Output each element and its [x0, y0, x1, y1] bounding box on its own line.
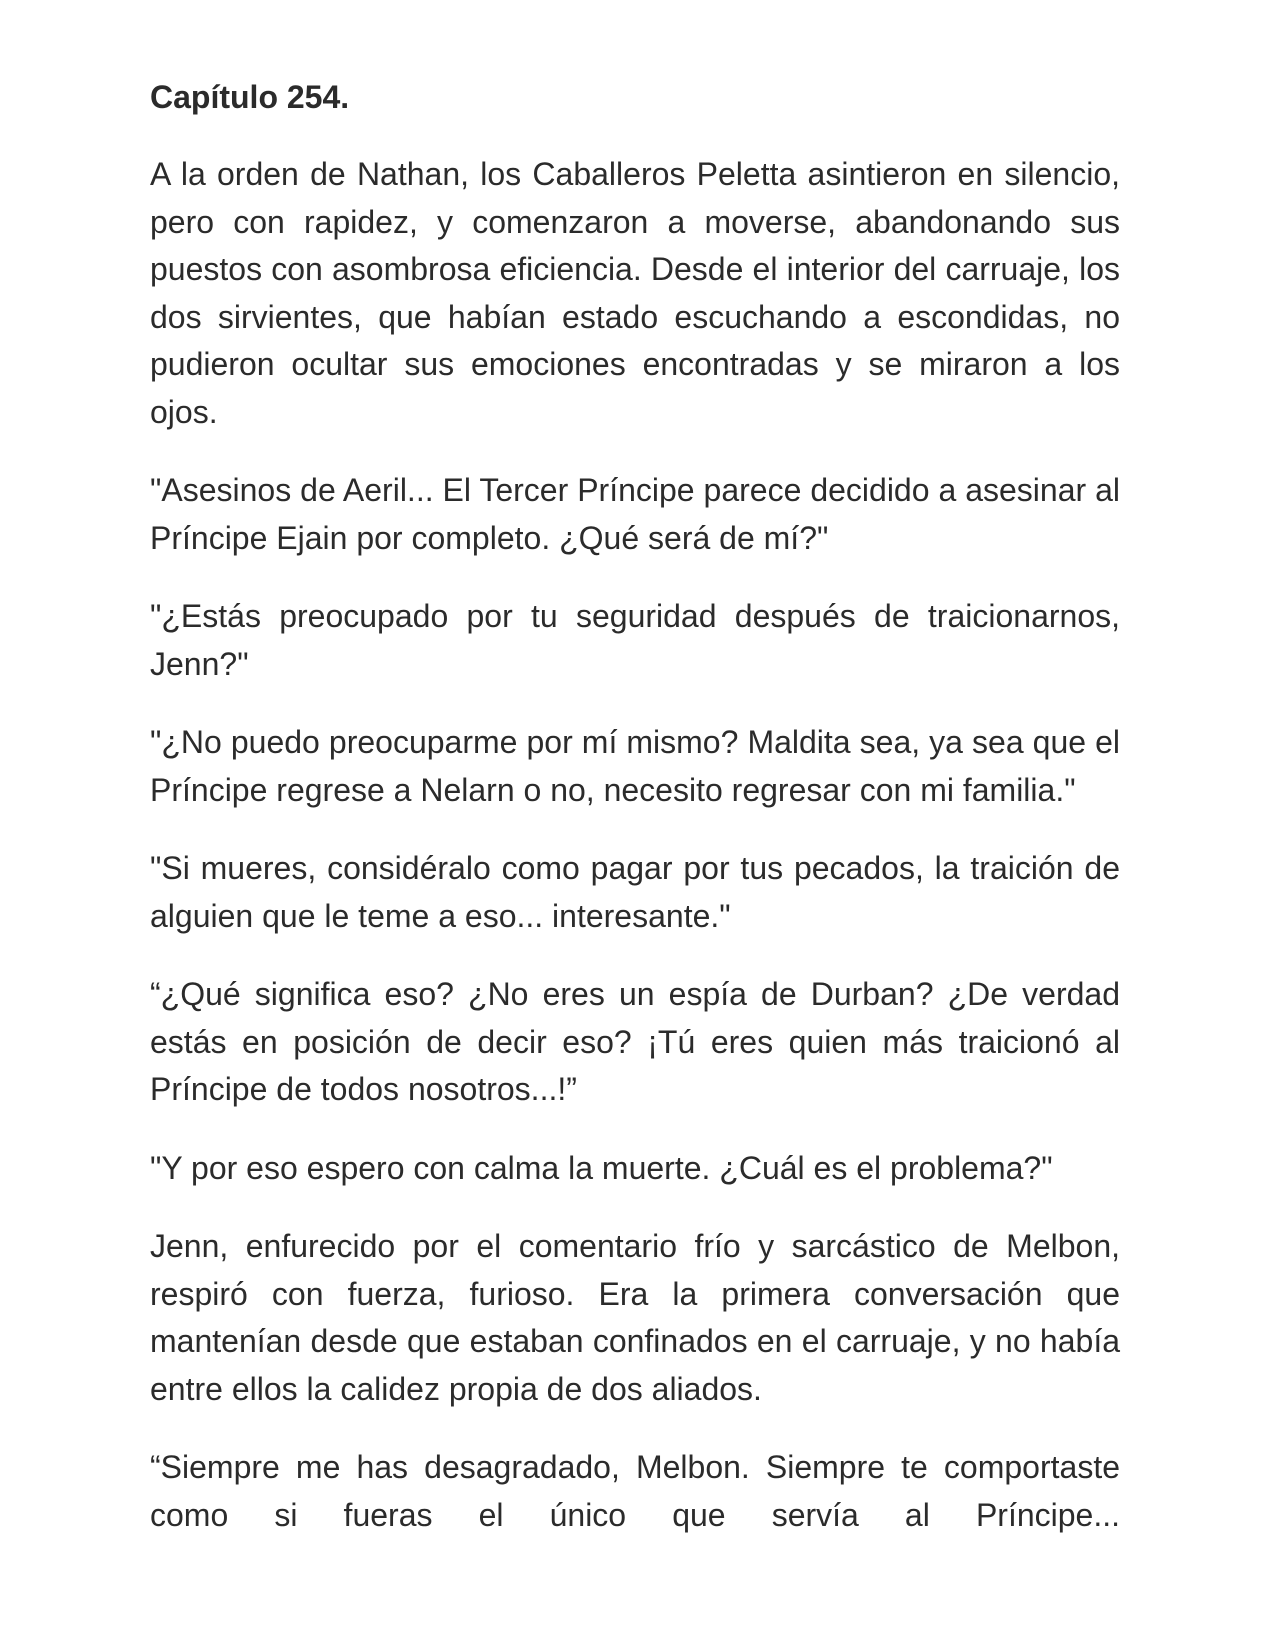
chapter-title: Capítulo 254.: [150, 79, 350, 115]
document-page: [150, 74, 1120, 1539]
paragraph: “Siempre me has desagradado, Melbon. Siempre te comportaste como si fueras el único que servía al Príncipe...: [150, 1449, 1120, 1533]
paragraph: "Asesinos de Aeril... El Tercer Príncipe parece decidido a asesinar al Príncipe Ejain por completo. ¿Qué será de mí?": [150, 472, 1120, 556]
paragraph: "Y por eso espero con calma la muerte. ¿Cuál es el problema?": [150, 1149, 1053, 1186]
paragraph: "¿Estás preocupado por tu seguridad después de traicionarnos, Jenn?": [150, 598, 1120, 682]
paragraph: “¿Qué significa eso? ¿No eres un espía de Durban? ¿De verdad estás en posición de decir eso? ¡Tú eres quien más traicionó al Príncipe de todos nosotros...!”: [150, 976, 1120, 1107]
paragraph: "Si mueres, considéralo como pagar por tus pecados, la traición de alguien que le teme a eso... interesante.": [150, 850, 1120, 934]
paragraph: A la orden de Nathan, los Caballeros Peletta asintieron en silencio, pero con rapidez, y comenzaron a moverse, abandonando sus puestos con asombrosa eficiencia. Desde el interior del carruaje, los dos sirvientes, que habían estado escuchando a escondidas, no pudieron ocultar sus emociones encontradas y se miraron a los ojos.: [150, 156, 1120, 430]
paragraph: Jenn, enfurecido por el comentario frío y sarcástico de Melbon, respiró con fuerza, furioso. Era la primera conversación que mantenían desde que estaban confinados en el carruaje, y no había entre ellos la calidez propia de dos aliados.: [150, 1228, 1120, 1407]
paragraph: "¿No puedo preocuparme por mí mismo? Maldita sea, ya sea que el Príncipe regrese a Nelarn o no, necesito regresar con mi familia.": [150, 724, 1120, 808]
